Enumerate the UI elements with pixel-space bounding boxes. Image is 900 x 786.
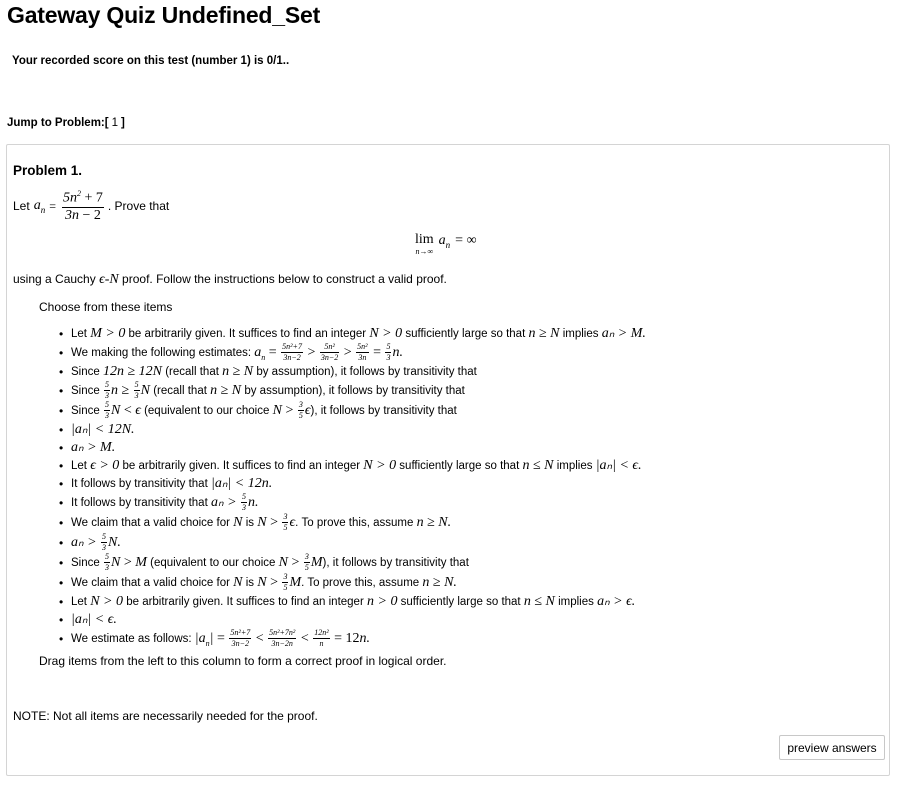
item-math: N > 0 [363,458,397,473]
score-message: Your recorded score on this test (number 1) is 0/1.. [12,55,290,67]
proof-item[interactable] [59,421,646,439]
proof-item[interactable] [59,439,646,457]
proof-item[interactable] [59,343,646,363]
math-eq: = [49,198,56,213]
item-text: Since [71,557,100,569]
item-math: n ≤ N [523,594,555,609]
item-math: N > 0 [369,326,403,341]
item-text: is [245,517,255,529]
item-math: n ≥ N [528,326,560,341]
item-text: ), it follows by transitivity that [322,557,469,569]
item-math: n ≥ N [210,383,242,398]
item-math: N > $\frac{3}{5}$ M [278,552,323,573]
item-math: $\frac{5}{3}$ n ≥ $\frac{5}{3}$ N [104,380,151,401]
item-math: N > $\frac{3}{5}$ ϵ [272,400,311,421]
math-an: $a_n$ [33,197,46,215]
item-text: We claim that a valid choice for [71,577,230,589]
item-math: N > 0 [90,594,123,609]
item-math: aₙ > ϵ. [597,594,636,609]
item-text: (recall that [153,385,207,397]
proof-item[interactable] [59,381,646,401]
item-text: sufficiently large so that [405,328,526,340]
item-text: (equivalent to our choice [150,557,276,569]
problem-panel [6,144,890,776]
item-text: (recall that [165,366,219,378]
lim-operator: lim n→∞ [415,232,434,256]
lim-an: $a_n$ [438,233,451,250]
problem-link-1[interactable]: 1 [111,117,119,129]
item-math: n ≥ N. [416,515,452,530]
item-text: be arbitrarily given. It suffices to find an integer [122,460,361,472]
math-eps-n: ϵ-N [99,272,119,287]
item-math: N > $\frac{3}{5}$ ϵ [257,512,296,533]
instructions-body: proof. Follow the instructions below to construct a valid proof. [122,272,447,286]
statement-prefix: Let [13,199,30,214]
item-math: $\frac{5}{3}$ N > M [104,552,147,573]
page-title: Gateway Quiz Undefined_Set [7,2,321,28]
item-text: sufficiently large so that [399,460,520,472]
item-math: n ≤ N [522,458,554,473]
item-text: sufficiently large so that [400,596,521,608]
jump-to-problem-nav [7,117,125,129]
problem-statement [13,190,169,223]
item-text: We making the following estimates: [71,347,252,359]
item-math: 12n ≥ 12N [102,364,163,379]
item-math: N [233,515,243,530]
item-text: It follows by transitivity that [71,478,208,490]
item-text: . To prove this, assume [301,577,420,589]
item-text: by assumption), it follows by transitivity that [256,366,477,378]
item-text: implies [562,328,599,340]
proof-items-list [59,325,646,649]
item-text: Since [71,366,100,378]
item-text: We claim that a valid choice for [71,517,230,529]
item-math: $\frac{5}{3}$ N < ϵ [104,400,141,421]
item-math-part: aₙ > [71,535,97,550]
instructions-prefix: using a Cauchy [13,272,96,286]
item-math: $|a_n|$ = $\frac{\text{5n²+7}}{3n-2}$ < $\frac{\text{5n²+7n²}}{3n-2n}$ < $\frac{\text{12n²}}{n}$ = 12n. [194,628,371,649]
item-math: M > 0 [90,326,126,341]
proof-item[interactable] [59,553,646,573]
item-text: implies [558,596,594,608]
item-text: Since [71,405,100,417]
item-math: aₙ > $\frac{5}{3}$ n. [210,492,259,513]
proof-item[interactable] [59,513,646,533]
item-text: by assumption), it follows by transitivity that [244,385,465,397]
limit-expression [415,233,477,256]
item-text: Since [71,385,100,397]
item-text: Let [71,596,87,608]
proof-item[interactable] [59,611,646,629]
item-math: |aₙ| < 12n. [210,476,273,491]
preview-answers-button[interactable]: preview answers [779,735,885,760]
proof-item[interactable] [59,629,646,649]
proof-item[interactable] [59,493,646,513]
item-text: Let [71,460,87,472]
item-math: n ≥ N [222,364,254,379]
proof-item[interactable] [59,573,646,593]
item-text: Let [71,328,87,340]
proof-item[interactable] [59,533,646,553]
item-text: It follows by transitivity that [71,497,208,509]
item-text: ), it follows by transitivity that [310,405,457,417]
proof-item[interactable] [59,475,646,493]
item-text: be arbitrarily given. It suffices to find an integer [128,328,367,340]
item-text: (equivalent to our choice [144,405,270,417]
proof-item[interactable] [59,363,646,381]
item-math: aₙ > M. [71,440,116,455]
item-text: implies [556,460,593,472]
problem-heading: Problem 1. [13,163,83,178]
item-math: n ≥ N. [422,575,457,590]
item-text: We estimate as follows: [71,633,192,645]
jump-bracket-open: [ [104,117,109,129]
item-math-part: aₙ > [210,495,237,510]
statement-suffix: . Prove that [107,199,170,214]
item-math: |aₙ| < ϵ. [71,612,117,627]
item-text: . To prove this, assume [295,517,414,529]
proof-item[interactable] [59,457,646,475]
item-math: aₙ > $\frac{5}{3}$ N. [71,532,121,553]
item-math: $a_n$ = $\frac{\text{5n²+7}}{3n-2}$ > $\frac{\text{5n²}}{3n-2}$ > $\frac{\text{5n²}}{3n}$ = $\frac{5}{3}$ n. [254,342,403,363]
proof-item[interactable] [59,325,646,343]
item-math: n > 0 [367,594,398,609]
choose-label: Choose from these items [39,300,173,314]
proof-item[interactable] [59,593,646,611]
item-math: |aₙ| < 12N. [71,422,135,437]
note-text: NOTE: Not all items are necessarily needed for the proof. [13,709,318,723]
jump-label: Jump to Problem: [7,117,105,129]
item-text: be arbitrarily given. It suffices to find an integer [126,596,364,608]
item-math: aₙ > M. [601,326,646,341]
sequence-fraction: $\frac{5n^2 + 7}{3n - 2}$ [62,189,103,223]
item-math: ϵ > 0 [90,458,120,473]
drag-hint: Drag items from the left to this column to form a correct proof in logical order. [39,654,447,668]
lim-equals-inf: = ∞ [455,233,477,248]
item-math: N > $\frac{3}{5}$ M [257,572,302,593]
item-math: N [233,575,243,590]
instructions-text [13,272,447,288]
item-text: is [245,577,255,589]
jump-bracket-close: ] [121,117,125,129]
proof-item[interactable] [59,401,646,421]
item-math: |aₙ| < ϵ. [595,458,642,473]
